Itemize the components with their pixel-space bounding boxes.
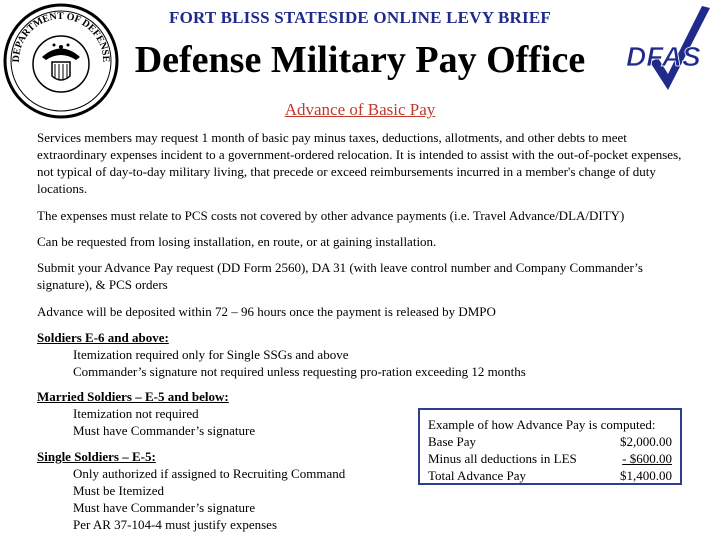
section-title: Advance of Basic Pay [284,100,436,119]
list-item: Itemization required only for Single SSGs and above [73,347,349,362]
paragraph-deposit: Advance will be deposited within 72 – 96 hours once the payment is released by DMPO [37,304,496,319]
list-item: Must be Itemized [73,483,164,498]
list-item: Commander’s signature not required unless requesting pro-ration exceeding 12 months [73,364,526,379]
total-advance-amount: $1,400.00 [620,468,672,483]
list-item: Must have Commander’s signature [73,500,256,515]
svg-text:DEPARTMENT OF DEFENSE: DEPARTMENT OF DEFENSE [10,10,112,63]
deductions-amount: - $600.00 [622,451,672,466]
example-row-deductions [428,450,672,467]
list-item: Per AR 37-104-4 must justify expenses [73,517,278,532]
married-soldiers-heading: Married Soldiers – E-5 and below: [37,389,229,404]
office-title: Defense Military Pay Office [134,39,586,81]
married-soldiers-section [37,388,417,439]
base-pay-amount: $2,000.00 [620,434,672,449]
example-row-total [428,467,672,484]
single-soldiers-heading: Single Soldiers – E-5: [37,449,156,464]
dfas-logo-icon [622,4,714,94]
soldiers-e6-heading: Soldiers E-6 and above: [37,330,169,345]
svg-text:DFAS: DFAS [626,41,701,72]
deductions-label: Minus all deductions in LES [428,451,577,466]
dod-seal-icon [2,2,120,120]
example-row-base [428,433,672,450]
paragraph-submission: Submit your Advance Pay request (DD Form 2560), DA 31 (with leave control number and Company Commander’s signature), & PCS orders [37,260,643,292]
base-pay-label: Base Pay [428,434,477,449]
total-advance-label: Total Advance Pay [428,468,527,483]
list-item: Must have Commander’s signature [73,423,256,438]
brief-title: FORT BLISS STATESIDE ONLINE LEVY BRIEF [169,8,551,27]
paragraph-request-location: Can be requested from losing installation, en route, or at gaining installation. [37,234,437,249]
paragraph-eligibility: Services members may request 1 month of basic pay minus taxes, deductions, allotments, and other debts to meet extraordinary expenses incident to a government-ordered relocation. It is intended to assist with the out-of-pocket expenses, not typical of day-to-day military living, that precede or exceed reimbursements incurred in a member's change of duty locations. [37,130,682,196]
single-soldiers-section [37,448,417,533]
list-item: Only authorized if assigned to Recruiting Command [73,466,346,481]
soldiers-e6-section [37,329,637,380]
paragraph-expenses: The expenses must relate to PCS costs not covered by other advance payments (i.e. Travel Advance/DLA/DITY) [37,208,625,223]
advance-pay-example-box [418,408,682,485]
list-item: Itemization not required [73,406,199,421]
example-title: Example of how Advance Pay is computed: [428,417,656,432]
